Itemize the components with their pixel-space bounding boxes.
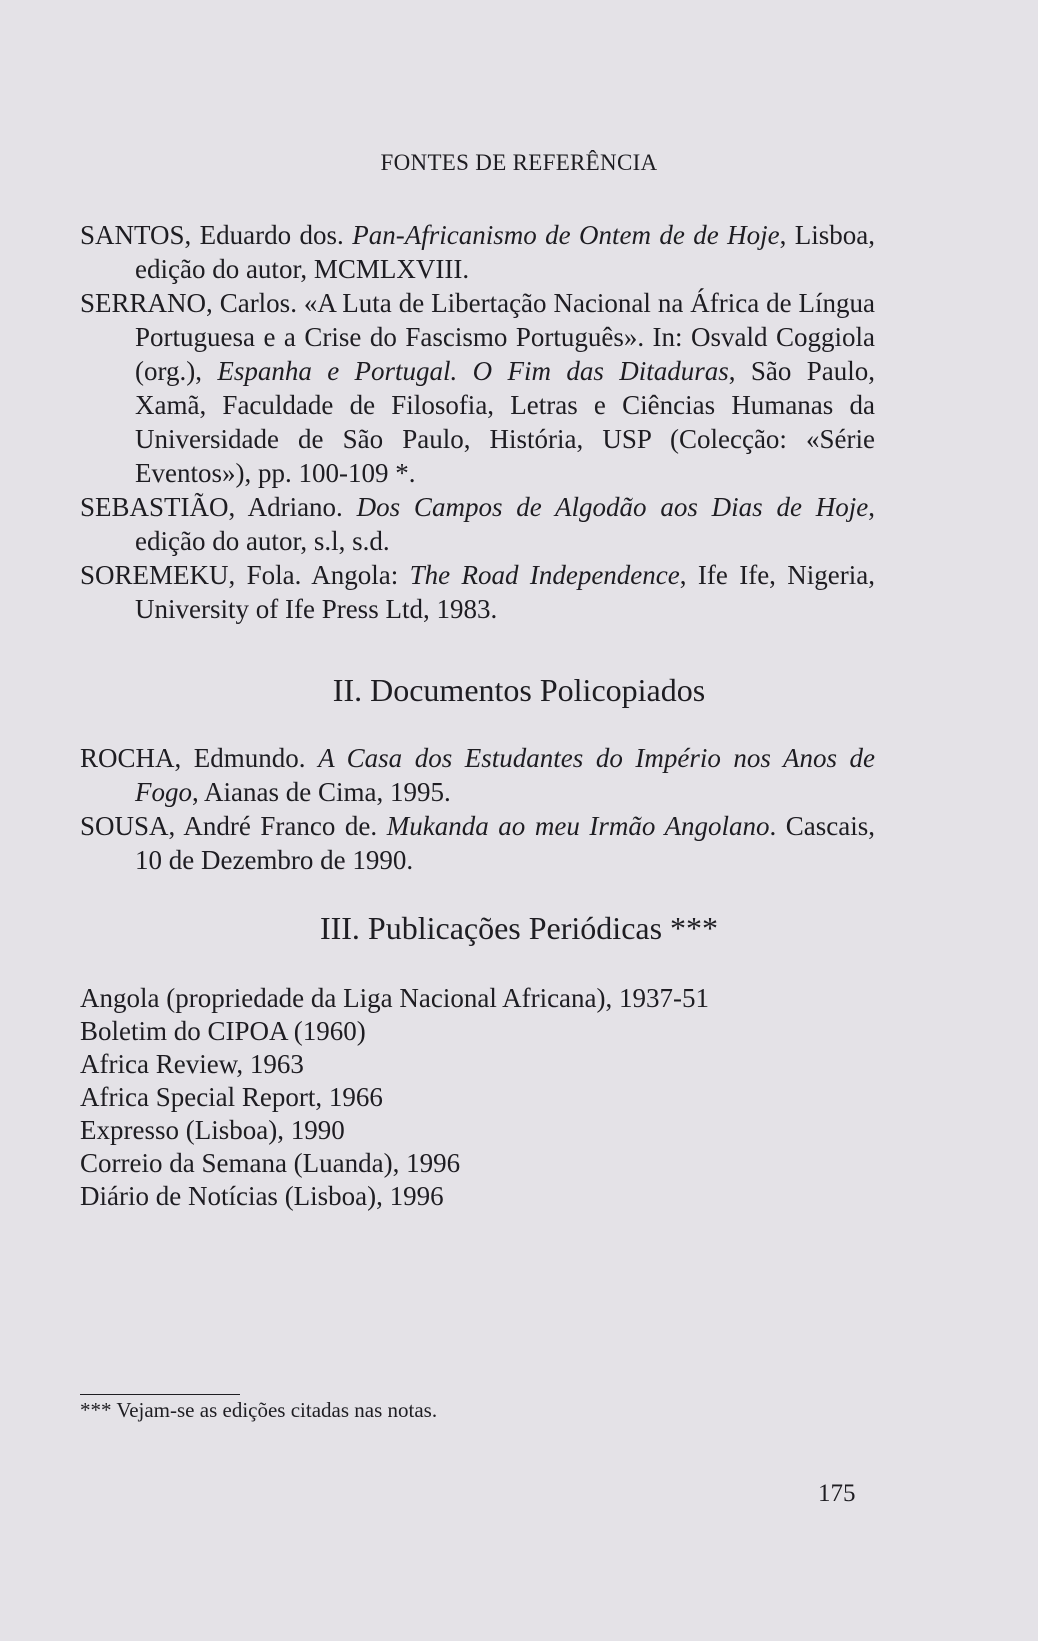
reference-entry <box>80 741 875 809</box>
ref-title: The Road Independence <box>409 560 680 590</box>
reference-entry <box>80 218 875 286</box>
list-item: Boletim do CIPOA (1960) <box>80 1016 366 1046</box>
ref-details: . Cascais, 10 de Dezembro de 1990. <box>135 811 875 875</box>
list-item: Correio da Semana (Luanda), 1996 <box>80 1148 461 1178</box>
ref-details: , Aianas de Cima, 1995. <box>192 777 451 807</box>
reference-entry <box>80 809 875 877</box>
ref-title: Espanha e Portugal. O Fim das Ditaduras <box>217 356 729 386</box>
periodicals-list <box>80 982 875 1213</box>
ref-title: Dos Campos de Algodão aos Dias de Hoje <box>356 492 869 522</box>
ref-details: , edição do autor, s.l, s.d. <box>135 492 876 556</box>
ref-details: «A Luta de Libertação Nacional na África de Língua Portuguesa e a Crise do Fascismo Português». In: Osvald Coggiola (org.), <box>135 288 876 386</box>
ref-author: SOUSA, André Franco de. <box>80 811 378 841</box>
ref-author: SOREMEKU, Fola. <box>80 560 302 590</box>
section-heading-documents: II. Documentos Policopiados <box>332 672 706 708</box>
ref-author: SERRANO, Carlos. <box>80 288 297 318</box>
ref-title: Mukanda ao meu Irmão Angolano <box>386 811 770 841</box>
ref-details: , Ife Ife, Nigeria, University of Ife Press Ltd, 1983. <box>135 560 876 624</box>
reference-entry <box>80 558 875 626</box>
running-head: FONTES DE REFERÊNCIA <box>380 150 658 175</box>
ref-author: SEBASTIÃO, Adriano. <box>80 492 343 522</box>
footnote: *** Vejam-se as edições citadas nas notas. <box>80 1398 438 1422</box>
ref-author: SANTOS, Eduardo dos. <box>80 220 344 250</box>
ref-title: Pan-Africanismo de Ontem de de Hoje <box>352 220 780 250</box>
reference-entry <box>80 286 875 490</box>
ref-details: Angola: <box>301 560 410 590</box>
ref-title: A Casa dos Estudantes do Império nos Anos de Fogo <box>135 743 875 807</box>
list-item: Africa Review, 1963 <box>80 1049 304 1079</box>
ref-details: , Lisboa, edição do autor, MCMLXVIII. <box>135 220 875 284</box>
reference-list-documents <box>80 741 875 877</box>
list-item: Angola (propriedade da Liga Nacional Africana), 1937-51 <box>80 983 710 1013</box>
page-number: 175 <box>818 1480 856 1507</box>
list-item: Diário de Notícias (Lisboa), 1996 <box>80 1181 444 1211</box>
list-item: Expresso (Lisboa), 1990 <box>80 1115 345 1145</box>
ref-details: , São Paulo, Xamã, Faculdade de Filosofia, Letras e Ciências Humanas da Universidade de São Paulo, História, USP (Colecção: «Série Eventos»), pp. 100-109 *. <box>135 356 875 488</box>
reference-entry <box>80 490 875 558</box>
list-item: Africa Special Report, 1966 <box>80 1082 383 1112</box>
ref-author: ROCHA, Edmundo. <box>80 743 306 773</box>
footnote-divider <box>80 1394 240 1395</box>
section-heading-periodicals: III. Publicações Periódicas *** <box>319 910 719 946</box>
reference-list-books <box>80 218 875 626</box>
